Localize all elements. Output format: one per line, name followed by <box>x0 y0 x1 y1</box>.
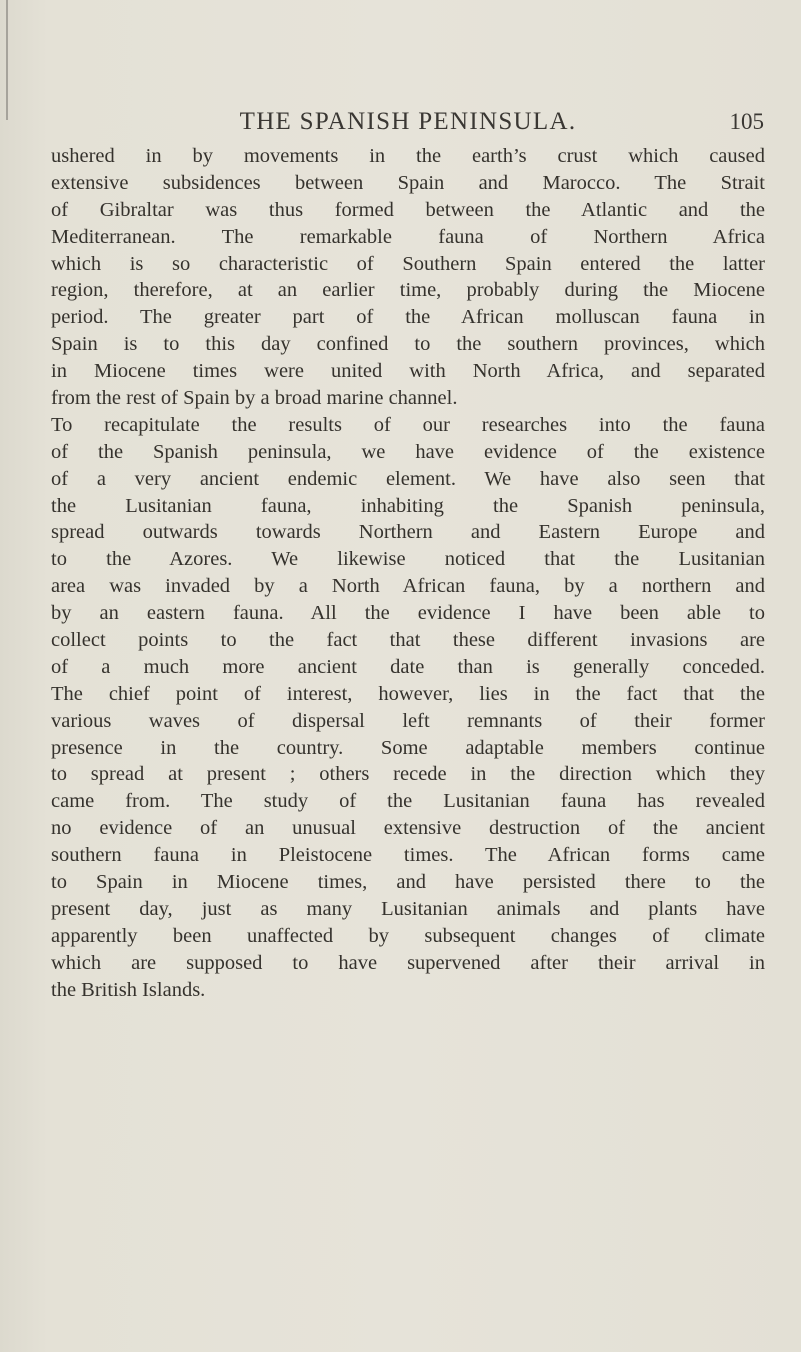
text-line: The chief point of interest, however, lies in the fact that the <box>51 682 765 705</box>
text-line: no evidence of an unusual extensive destruction of the ancient <box>51 817 765 840</box>
running-head <box>52 104 764 140</box>
text-line: to the Azores. We likewise noticed that the Lusitanian <box>51 548 765 571</box>
text-line: came from. The study of the Lusitanian fauna has revealed <box>51 790 765 813</box>
running-title: THE SPANISH PENINSULA. <box>239 108 577 135</box>
text-line: apparently been unaffected by subsequent changes of climate <box>51 924 765 947</box>
text-line: which are supposed to have supervened after their arrival in <box>51 951 765 974</box>
text-line: in Miocene times were united with North Africa, and separated <box>51 360 765 383</box>
text-line: the British Islands. <box>51 978 206 1001</box>
text-line: period. The greater part of the African molluscan fauna in <box>51 306 765 329</box>
text-line: to Spain in Miocene times, and have persisted there to the <box>51 871 765 894</box>
text-line: which is so characteristic of Southern Spain entered the latter <box>51 252 765 275</box>
text-line: extensive subsidences between Spain and Marocco. The Strait <box>51 171 765 194</box>
text-line: of the Spanish peninsula, we have evidence of the existence <box>51 440 765 463</box>
text-line: Mediterranean. The remarkable fauna of Northern Africa <box>51 225 765 248</box>
text-line: by an eastern fauna. All the evidence I have been able to <box>51 602 765 625</box>
text-line: the Lusitanian fauna, inhabiting the Spanish peninsula, <box>51 494 765 517</box>
text-line: various waves of dispersal left remnants of their former <box>51 709 765 732</box>
text-line: of Gibraltar was thus formed between the Atlantic and the <box>51 198 765 221</box>
text-line: spread outwards towards Northern and Eastern Europe and <box>51 521 765 544</box>
text-line: present day, just as many Lusitanian animals and plants have <box>51 897 765 920</box>
text-line: southern fauna in Pleistocene times. The African forms came <box>51 844 765 867</box>
text-line: presence in the country. Some adaptable members continue <box>51 736 765 759</box>
text-line: from the rest of Spain by a broad marine channel. <box>51 387 458 410</box>
text-line: of a very ancient endemic element. We have also seen that <box>51 467 765 490</box>
page-number: 105 <box>729 109 764 134</box>
text-line: collect points to the fact that these different invasions are <box>51 629 765 652</box>
text-line: Spain is to this day confined to the southern provinces, which <box>51 333 765 356</box>
text-line: region, therefore, at an earlier time, probably during the Miocene <box>51 279 765 302</box>
body-text <box>51 143 765 1004</box>
text-line: to spread at present ; others recede in the direction which they <box>51 763 765 786</box>
page-edge-shadow <box>6 0 8 120</box>
text-line: area was invaded by a North African fauna, by a northern and <box>51 575 765 598</box>
text-line: ushered in by movements in the earth’s crust which caused <box>51 145 765 167</box>
text-line: To recapitulate the results of our researches into the fauna <box>51 413 765 436</box>
text-line: of a much more ancient date than is generally conceded. <box>51 655 765 678</box>
